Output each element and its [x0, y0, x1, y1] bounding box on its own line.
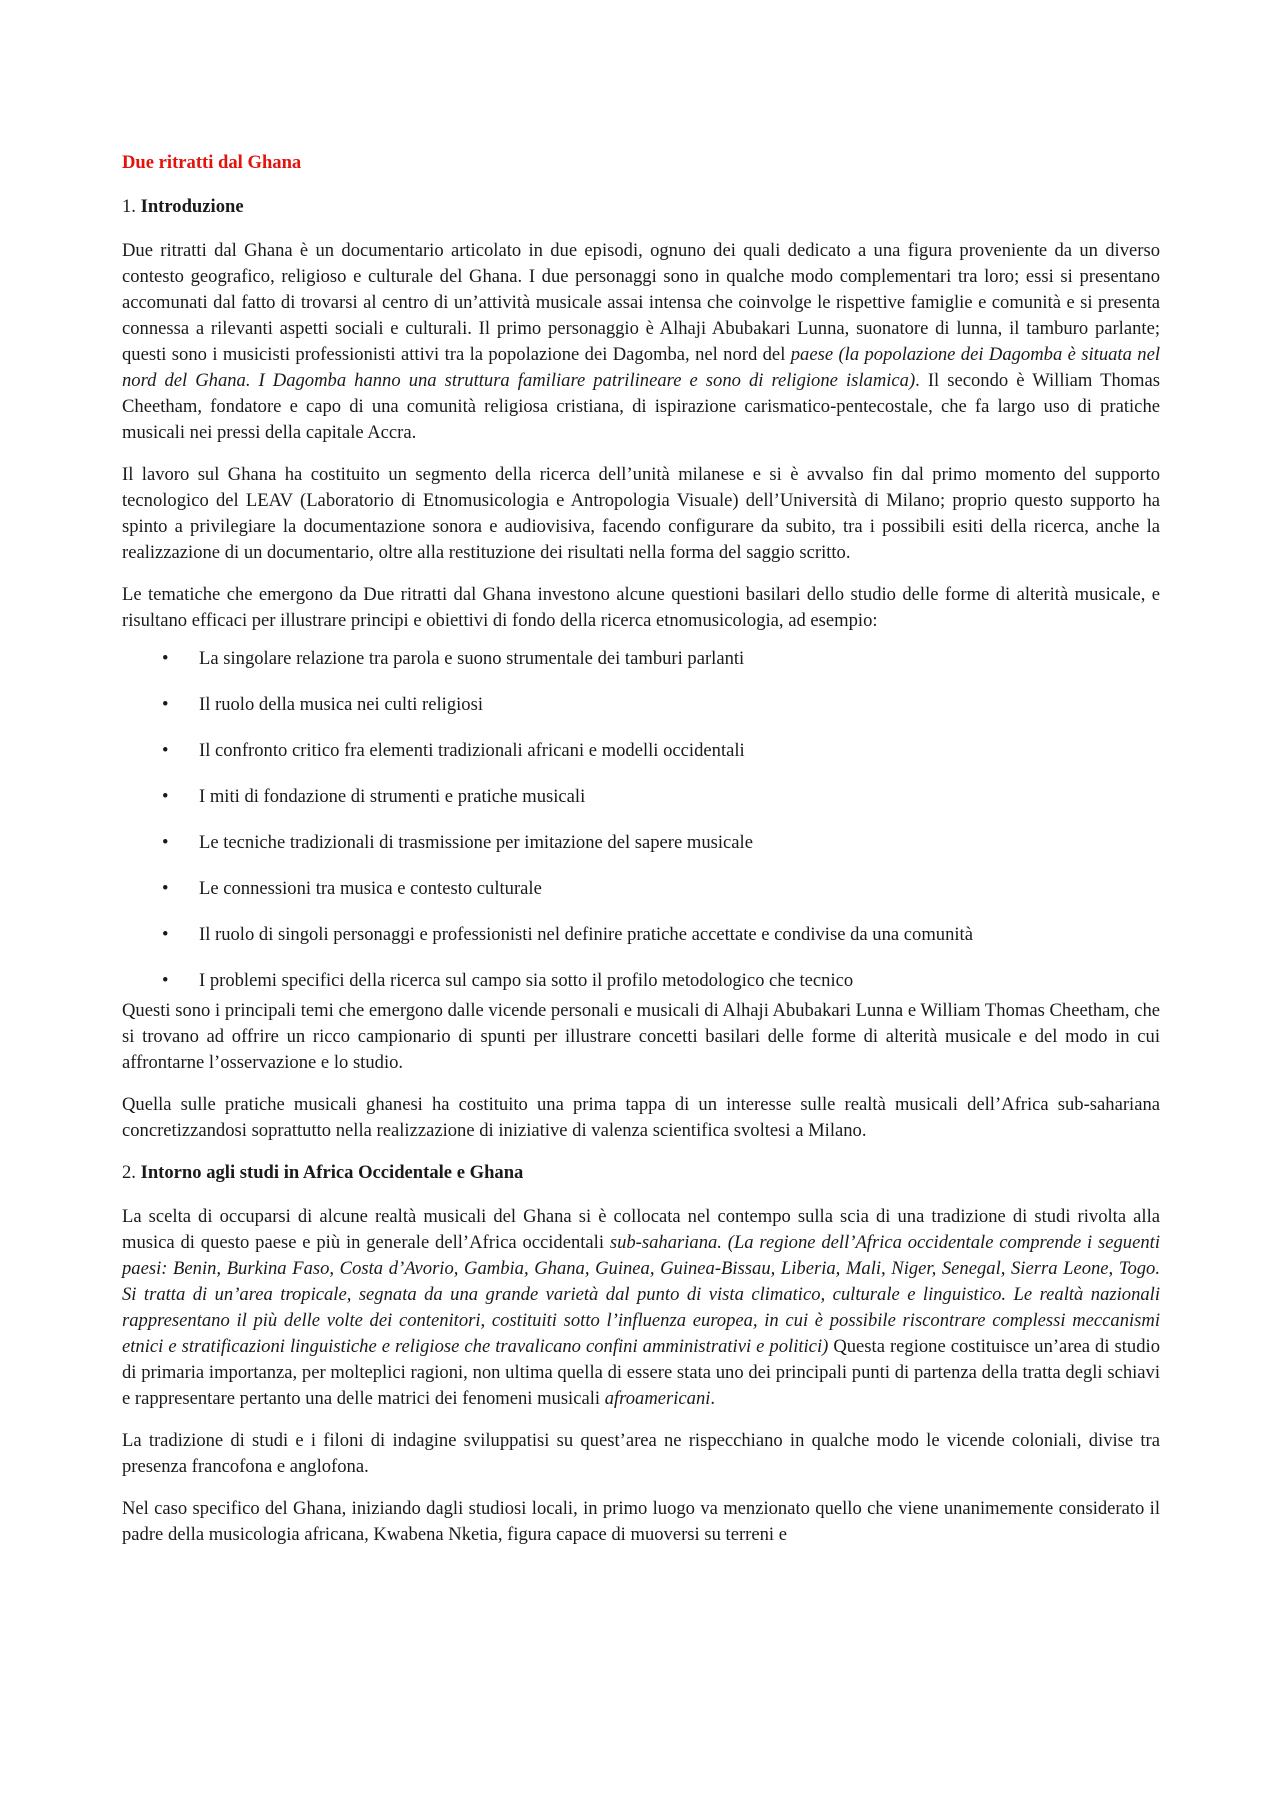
italic-note: paese (la popolazione dei Dagomba è situata nel nord del Ghana. I Dagomba hanno una struttura familiare patrilineare e sono di religione islamica)	[122, 344, 1160, 391]
section-1-paragraph-1	[122, 238, 1160, 446]
section-1-paragraph-5: Quella sulle pratiche musicali ghanesi ha costituito una prima tappa di un interesse sulle realtà musicali dell’Africa sub-sahariana concretizzandosi soprattutto nella realizzazione di iniziative di valenza scientifica svoltesi a Milano.	[122, 1094, 1160, 1141]
text-run: La scelta di occuparsi di alcune realtà musicali del Ghana si è collocata nel contempo sulla scia di una tradizione di studi rivolta alla musica di questo paese e più in generale dell’Africa occidentali	[122, 1206, 1160, 1253]
text-run: . Il secondo è William Thomas Cheetham, fondatore e capo di una comunità religiosa cristiana, di ispirazione carismatico-pentecostale, che fa largo uso di pratiche musicali nei pressi della capitale Accra.	[122, 370, 1160, 443]
list-item	[122, 784, 1160, 830]
section-2-number: 2.	[122, 1162, 136, 1183]
italic-note: sub-sahariana. (La regione dell’Africa occidentale comprende i seguenti paesi: Benin, Burkina Faso, Costa d’Avorio, Gambia, Ghana, Guinea, Guinea-Bissau, Liberia, Mali, Niger, Senegal, Sierra Leone, Togo. Si tratta di un’area tropicale, segnata da una grande varietà dal punto di vista climatico, culturale e linguistico. Le realtà nazionali rappresentano il più delle volte dei contenitori, costituiti sotto l’influenza europea, in cui è possibile riscontrare complessi meccanismi etnici e stratificazioni linguistiche e religiose che travalicano confini amministrativi e politici)	[122, 1232, 1160, 1357]
bullet-icon: •	[162, 786, 169, 807]
list-item	[122, 968, 1160, 998]
bullet-icon: •	[162, 878, 169, 899]
bullet-icon: •	[162, 740, 169, 761]
section-2-paragraph-1	[122, 1204, 1160, 1412]
section-1-paragraph-3: Le tematiche che emergono da Due ritratti dal Ghana investono alcune questioni basilari dello studio delle forme di alterità musicale, e risultano efficaci per illustrare principi e obiettivi di fondo della ricerca etnomusicologia, ad esempio:	[122, 584, 1160, 631]
list-item	[122, 876, 1160, 922]
section-1-heading	[122, 194, 1160, 220]
section-1-paragraph-4: Questi sono i principali temi che emergono dalle vicende personali e musicali di Alhaji Abubakari Lunna e William Thomas Cheetham, che si trovano ad offrire un ricco campionario di spunti per illustrare concetti basilari delle forme di alterità musicale e del modo in cui affrontarne l’osservazione e lo studio.	[122, 1000, 1160, 1073]
italic-term: afroamericani	[604, 1388, 711, 1409]
list-item-text: I miti di fondazione di strumenti e pratiche musicali	[199, 786, 586, 807]
themes-list	[122, 646, 1160, 998]
text-run: Questa regione costituisce un’area di studio di primaria importanza, per molteplici ragioni, non ultima quella di essere stata uno dei principali punti di partenza della tratta degli schiavi e rappresentare pertanto una delle matrici dei fenomeni musicali	[122, 1336, 1160, 1409]
section-2-paragraph-2: La tradizione di studi e i filoni di indagine sviluppatisi su quest’area ne rispecchiano in qualche modo le vicende coloniali, divise tra presenza francofona e anglofona.	[122, 1430, 1160, 1477]
list-item	[122, 692, 1160, 738]
document-page	[122, 150, 1160, 1564]
section-2-heading	[122, 1160, 1160, 1186]
list-item-text: I problemi specifici della ricerca sul campo sia sotto il profilo metodologico che tecnico	[199, 970, 854, 991]
list-item-text: Il ruolo della musica nei culti religiosi	[199, 694, 483, 715]
section-2-title: Intorno agli studi in Africa Occidentale e Ghana	[140, 1162, 524, 1183]
section-1-paragraph-2: Il lavoro sul Ghana ha costituito un segmento della ricerca dell’unità milanese e si è avvalso fin dal primo momento del supporto tecnologico del LEAV (Laboratorio di Etnomusicologia e Antropologia Visuale) dell’Università di Milano; proprio questo supporto ha spinto a privilegiare la documentazione sonora e audiovisiva, facendo configurare da subito, tra i possibili esiti della ricerca, anche la realizzazione di un documentario, oltre alla restituzione dei risultati nella forma del saggio scritto.	[122, 464, 1160, 563]
bullet-icon: •	[162, 970, 169, 991]
bullet-icon: •	[162, 694, 169, 715]
list-item-text: La singolare relazione tra parola e suono strumentale dei tamburi parlanti	[199, 648, 745, 669]
section-2-paragraph-3: Nel caso specifico del Ghana, iniziando dagli studiosi locali, in primo luogo va menzionato quello che viene unanimemente considerato il padre della musicologia africana, Kwabena Nketia, figura capace di muoversi su terreni e	[122, 1498, 1160, 1545]
list-item-text: Il confronto critico fra elementi tradizionali africani e modelli occidentali	[199, 740, 745, 761]
bullet-icon: •	[162, 924, 169, 945]
list-item-text: Il ruolo di singoli personaggi e professionisti nel definire pratiche accettate e condivise da una comunità	[199, 924, 973, 945]
list-item-text: Le connessioni tra musica e contesto culturale	[199, 878, 542, 899]
list-item	[122, 830, 1160, 876]
text-run: Due ritratti dal Ghana è un documentario articolato in due episodi, ognuno dei quali dedicato a una figura proveniente da un diverso contesto geografico, religioso e culturale del Ghana. I due personaggi sono in qualche modo complementari tra loro; essi si presentano accomunati dal fatto di trovarsi al centro di un’attività musicale assai intensa che coinvolge le rispettive famiglie e comunità e si presenta connessa a rilevanti aspetti sociali e culturali. Il primo personaggio è Alhaji Abubakari Lunna, suonatore di lunna, il tamburo parlante; questi sono i musicisti professionisti attivi tra la popolazione dei Dagomba, nel nord del	[122, 240, 1160, 365]
section-1-title: Introduzione	[140, 196, 244, 217]
list-item	[122, 922, 1160, 968]
bullet-icon: •	[162, 648, 169, 669]
section-1-number: 1.	[122, 196, 136, 217]
list-item	[122, 738, 1160, 784]
list-item	[122, 646, 1160, 692]
document-title: Due ritratti dal Ghana	[122, 152, 302, 173]
text-run: .	[710, 1388, 716, 1409]
bullet-icon: •	[162, 832, 169, 853]
list-item-text: Le tecniche tradizionali di trasmissione per imitazione del sapere musicale	[199, 832, 753, 853]
